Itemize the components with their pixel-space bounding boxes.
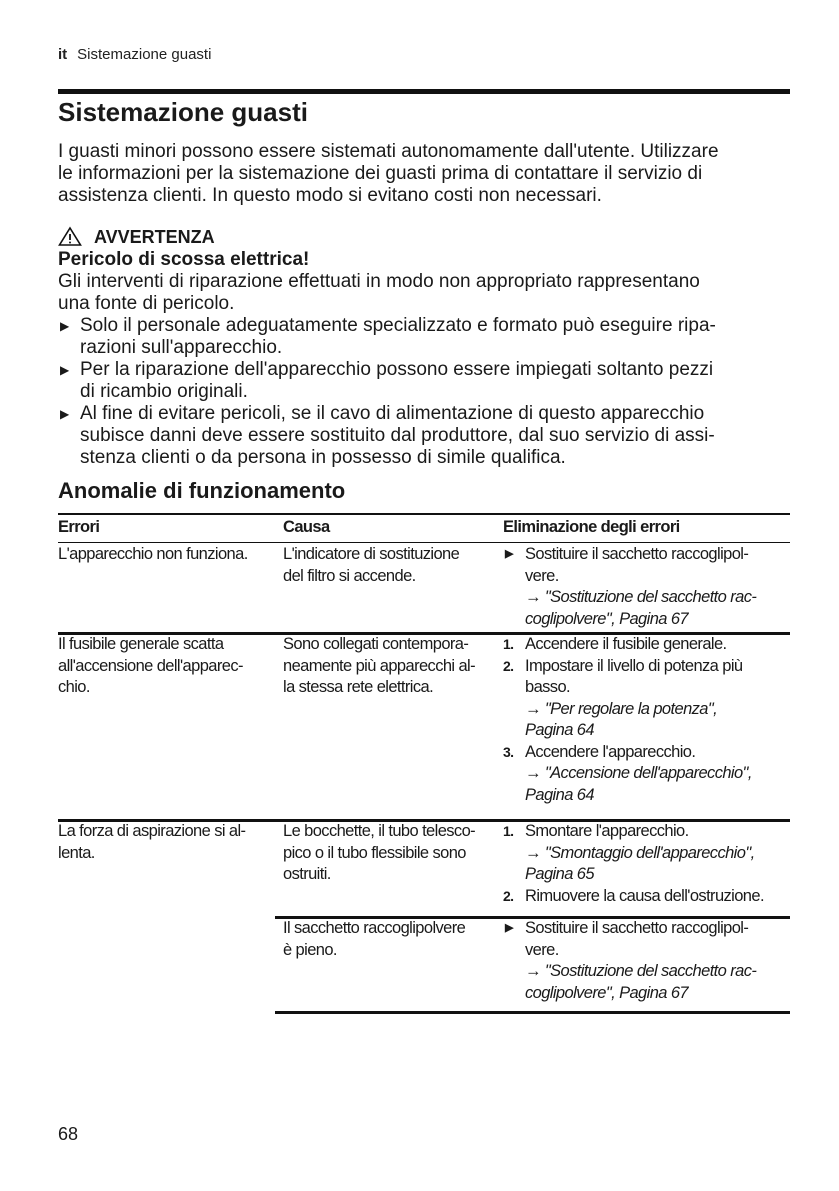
cross-reference-link: Pagina 65: [525, 865, 594, 883]
fix-line: Accendere l'apparecchio.: [525, 742, 696, 761]
bullet-line: Al fine di evitare pericoli, se il cavo di alimentazione di questo apparecchio: [80, 403, 705, 424]
table-top-rule: [58, 513, 790, 515]
warning-text-line: una fonte di pericolo.: [58, 293, 235, 314]
fix-line: vere.: [525, 566, 559, 585]
cross-reference-link: coglipolvere", Pagina 67: [525, 609, 688, 628]
fix-cell: [503, 544, 793, 630]
fix-line: Impostare il livello di potenza più: [525, 656, 743, 675]
warning-bullet: [58, 403, 716, 469]
cross-reference-link: → "Sostituzione del sacchetto rac-: [525, 588, 757, 606]
error-line: chio.: [58, 678, 90, 696]
page-title: Sistemazione guasti: [58, 97, 308, 127]
warning-title: Pericolo di scossa elettrica!: [58, 249, 310, 270]
fix-step: [503, 544, 793, 630]
bullet-line: Solo il personale adeguatamente specializzato e formato può eseguire ripa-: [80, 315, 716, 336]
language-code: it: [58, 46, 68, 63]
column-header: Causa: [283, 518, 330, 536]
cause-line: Il sacchetto raccoglipolvere: [283, 919, 466, 937]
column-header: Errori: [58, 518, 100, 536]
step-number: 3.: [503, 743, 514, 760]
error-line: all'accensione dell'apparec-: [58, 656, 243, 675]
section-heading: Anomalie di funzionamento: [58, 478, 346, 503]
error-cell: [58, 544, 248, 566]
intro-paragraph: [58, 141, 719, 207]
cross-reference-link: → "Accensione dell'apparecchio",: [525, 764, 752, 782]
cause-line: Le bocchette, il tubo telesco-: [283, 822, 476, 840]
page-number: 68: [58, 1124, 79, 1144]
warning-text-line: Gli interventi di riparazione effettuati in modo non appropriato rappresentano: [58, 271, 700, 292]
fix-cell: [503, 634, 793, 806]
fix-step: [503, 634, 793, 656]
intro-line: I guasti minori possono essere sistemati autonomamente dall'utente. Utilizzare: [58, 141, 719, 162]
step-number: 1.: [503, 636, 514, 652]
fix-line: Smontare l'apparecchio.: [525, 822, 689, 840]
warning-triangle-icon: [58, 226, 82, 246]
bullet-line: stenza clienti o da persona in possesso di simile qualifica.: [80, 447, 566, 468]
cause-cell: [283, 544, 459, 587]
cause-line: la stessa rete elettrica.: [283, 678, 434, 696]
bullet-line: Per la riparazione dell'apparecchio possono essere impiegati soltanto pezzi: [80, 359, 714, 380]
troubleshooting-table: [58, 513, 790, 1033]
error-line: La forza di aspirazione si al-: [58, 822, 246, 840]
cause-line: ostruiti.: [283, 865, 331, 883]
step-number: 1.: [503, 823, 514, 839]
fix-step: [503, 742, 793, 807]
fix-cell: [503, 918, 793, 1004]
cause-cell: [283, 918, 465, 961]
fix-step: [503, 886, 793, 908]
bullet-line: razioni sull'apparecchio.: [80, 337, 283, 358]
bullet-arrow-icon: ▶: [505, 548, 513, 560]
fix-line: basso.: [525, 678, 571, 696]
fix-line: Sostituire il sacchetto raccoglipol-: [525, 545, 749, 563]
fix-line: Accendere il fusibile generale.: [525, 635, 727, 653]
cause-line: Sono collegati contempora-: [283, 635, 469, 653]
cross-reference-link: Pagina 64: [525, 785, 594, 804]
warning-bullet: [58, 315, 716, 359]
cross-reference-link: Pagina 64: [525, 721, 594, 739]
fix-step: [503, 821, 793, 886]
cause-line: neamente più apparecchi al-: [283, 656, 476, 675]
cross-reference-link: → "Smontaggio dell'apparecchio",: [525, 843, 755, 862]
cause-line: è pieno.: [283, 940, 337, 959]
fix-cell: [503, 821, 793, 907]
error-line: lenta.: [58, 843, 95, 862]
bullet-line: di ricambio originali.: [80, 381, 248, 402]
fix-line: Sostituire il sacchetto raccoglipol-: [525, 919, 749, 937]
warning-heading: [58, 226, 716, 249]
cross-reference-link: → "Per regolare la potenza",: [525, 699, 718, 718]
step-number: 2.: [503, 657, 514, 674]
bullet-arrow-icon: ▶: [60, 407, 70, 421]
intro-line: assistenza clienti. In questo modo si evitano costi non necessari.: [58, 185, 602, 206]
bullet-arrow-icon: ▶: [60, 363, 70, 377]
cause-line: L'indicatore di sostituzione: [283, 545, 460, 563]
fix-step: [503, 656, 793, 742]
error-line: Il fusibile generale scatta: [58, 635, 224, 653]
cross-reference-link: coglipolvere", Pagina 67: [525, 983, 688, 1002]
warning-block: [58, 226, 716, 469]
running-header: [58, 46, 211, 63]
bullet-arrow-icon: ▶: [505, 922, 513, 934]
bullet-line: subisce danni deve essere sostituito dal produttore, dal suo servizio di assi-: [80, 425, 715, 446]
warning-bullet: [58, 359, 716, 403]
error-cell: [58, 634, 243, 699]
cause-line: pico o il tubo flessibile sono: [283, 843, 466, 862]
error-line: L'apparecchio non funziona.: [58, 545, 248, 563]
cause-cell: [283, 821, 475, 886]
step-number: 2.: [503, 887, 514, 904]
header-rule: [58, 542, 790, 543]
fix-step: [503, 918, 793, 1004]
cause-cell: [283, 634, 475, 699]
cause-line: del filtro si accende.: [283, 566, 416, 585]
header-section: Sistemazione guasti: [77, 46, 212, 63]
cross-reference-link: → "Sostituzione del sacchetto rac-: [525, 962, 757, 980]
intro-line: le informazioni per la sistemazione dei guasti prima di contattare il servizio di: [58, 163, 703, 184]
error-cell: [58, 821, 245, 864]
warning-label: AVVERTENZA: [94, 227, 215, 247]
fix-line: Rimuovere la causa dell'ostruzione.: [525, 886, 764, 905]
row-rule: [275, 1011, 790, 1014]
bullet-arrow-icon: ▶: [60, 319, 70, 333]
column-header: Eliminazione degli errori: [503, 518, 680, 536]
fix-line: vere.: [525, 940, 559, 959]
header-rule: [58, 89, 790, 94]
